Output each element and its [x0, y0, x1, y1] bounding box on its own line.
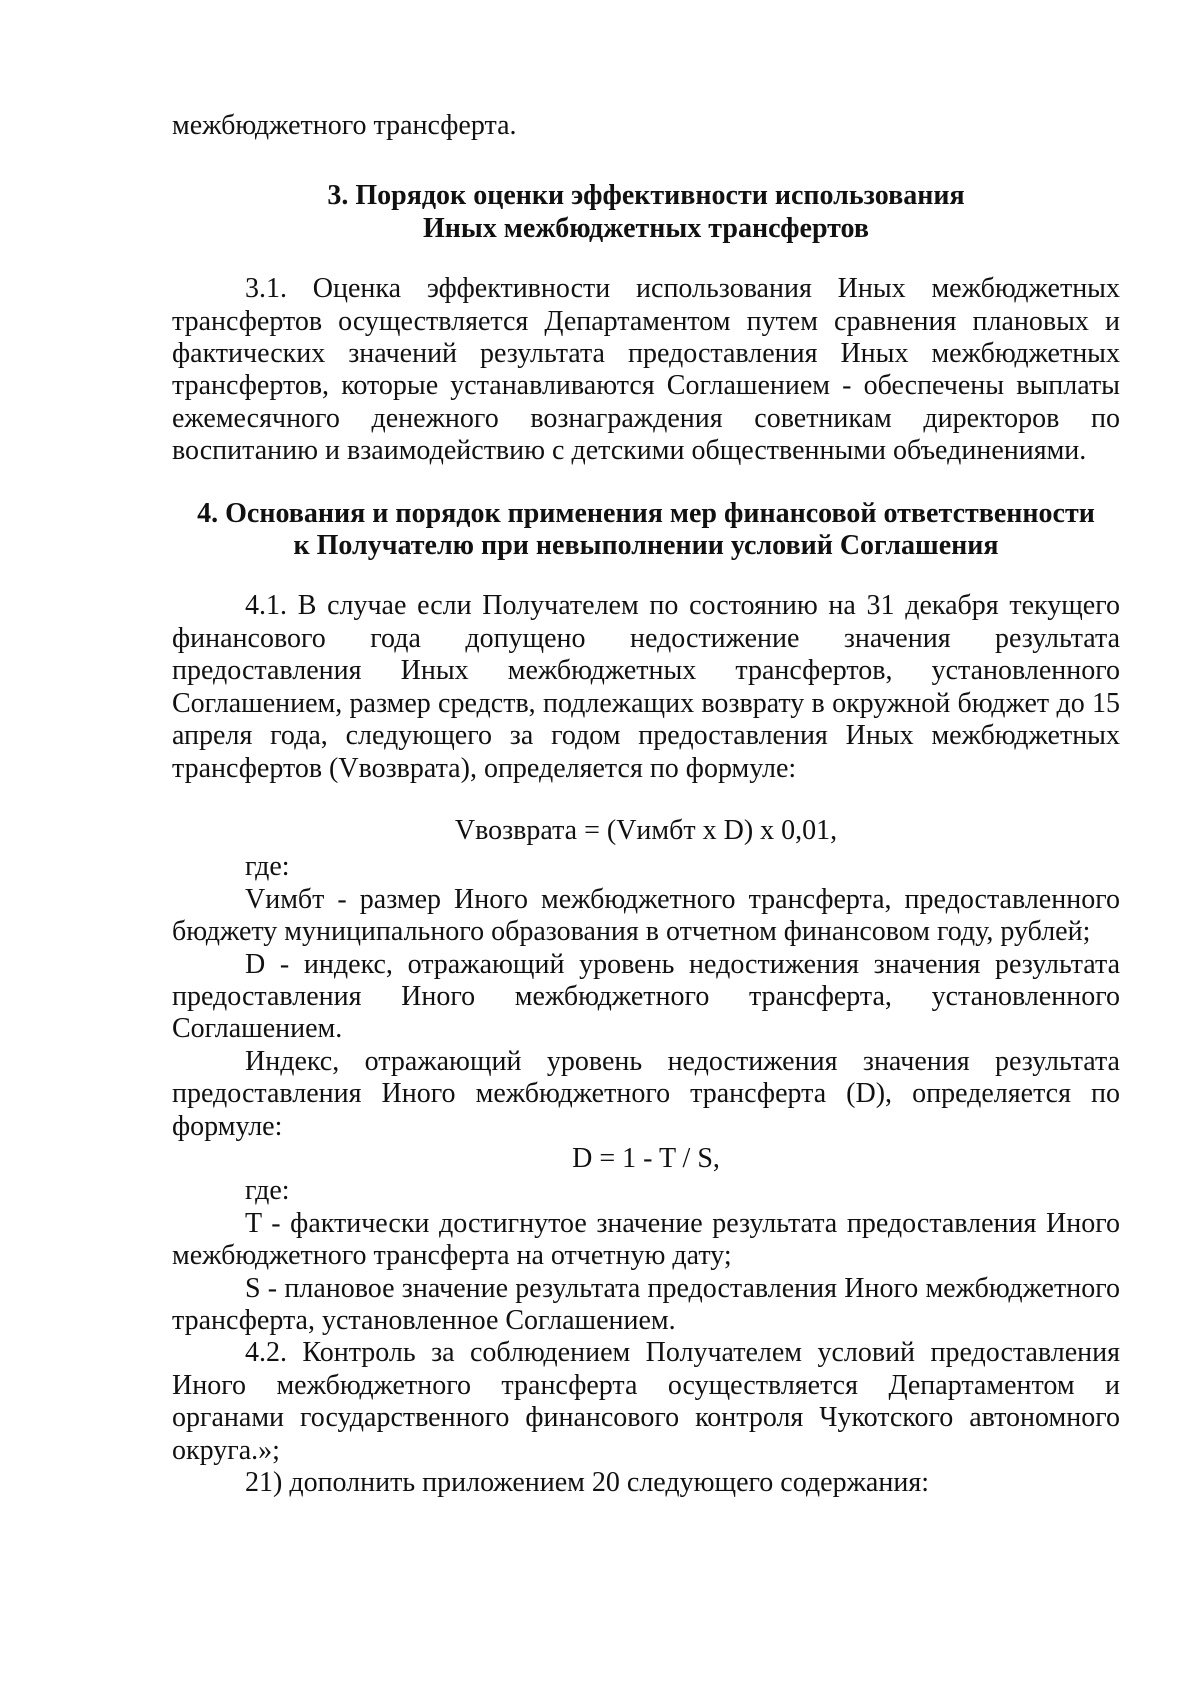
where-label-1: где:	[245, 851, 290, 883]
section-3-heading-line-1: 3. Порядок оценки эффективности использования	[327, 180, 965, 212]
section-4-heading-line-2: к Получателю при невыполнении условий Соглашения	[293, 530, 999, 562]
formula-d: D = 1 - T / S,	[572, 1142, 720, 1174]
paragraph-21: 21) дополнить приложением 20 следующего содержания:	[245, 1467, 929, 1499]
definition-d: D - индекс, отражающий уровень недостижения значения результата предоставления Иного межбюджетного трансферта, установленного Соглашением.	[172, 948, 1120, 1045]
formula-v-return: Vвозврата = (Vимбт x D) x 0,01,	[454, 814, 838, 846]
section-3-heading	[172, 180, 1120, 245]
index-d-description: Индекс, отражающий уровень недостижения значения результата предоставления Иного межбюджетного трансферта (D), определяется по формуле:	[172, 1045, 1120, 1142]
paragraph-3-1: 3.1. Оценка эффективности использования Иных межбюджетных трансфертов осуществляется Департаментом путем сравнения плановых и фактических значений результата предоставления Иных межбюджетных трансфертов, которые устанавливаются Соглашением - обеспечены выплаты ежемесячного денежного вознаграждения советникам директоров по воспитанию и взаимодействию с детскими общественными объединениями.	[172, 273, 1120, 467]
section-4-heading-line-1: 4. Основания и порядок применения мер финансовой ответственности	[197, 497, 1095, 529]
paragraph-4-2: 4.2. Контроль за соблюдением Получателем условий предоставления Иного межбюджетного трансферта осуществляется Департаментом и органами государственного финансового контроля Чукотского автономного округа.»;	[172, 1337, 1120, 1466]
document-page	[172, 110, 1120, 1499]
section-4-heading	[172, 498, 1120, 563]
paragraph-4-1: 4.1. В случае если Получателем по состоянию на 31 декабря текущего финансового года допущено недостижение значения результата предоставления Иных межбюджетных трансфертов, установленного Соглашением, размер средств, подлежащих возврату в окружной бюджет до 15 апреля года, следующего за годом предоставления Иных межбюджетных трансфертов (Vвозврата), определяется по формуле:	[172, 590, 1120, 784]
definition-s: S - плановое значение результата предоставления Иного межбюджетного трансферта, установленное Соглашением.	[172, 1272, 1120, 1336]
definition-v-imbt: Vимбт - размер Иного межбюджетного трансферта, предоставленного бюджету муниципального образования в отчетном финансовом году, рублей;	[172, 883, 1120, 948]
where-label-2: где:	[245, 1175, 290, 1207]
section-3-heading-line-2: Иных межбюджетных трансфертов	[423, 212, 869, 244]
definition-t: T - фактически достигнутое значение результата предоставления Иного межбюджетного трансферта на отчетную дату;	[172, 1207, 1120, 1272]
paragraph-continuation: межбюджетного трансферта.	[172, 110, 517, 141]
